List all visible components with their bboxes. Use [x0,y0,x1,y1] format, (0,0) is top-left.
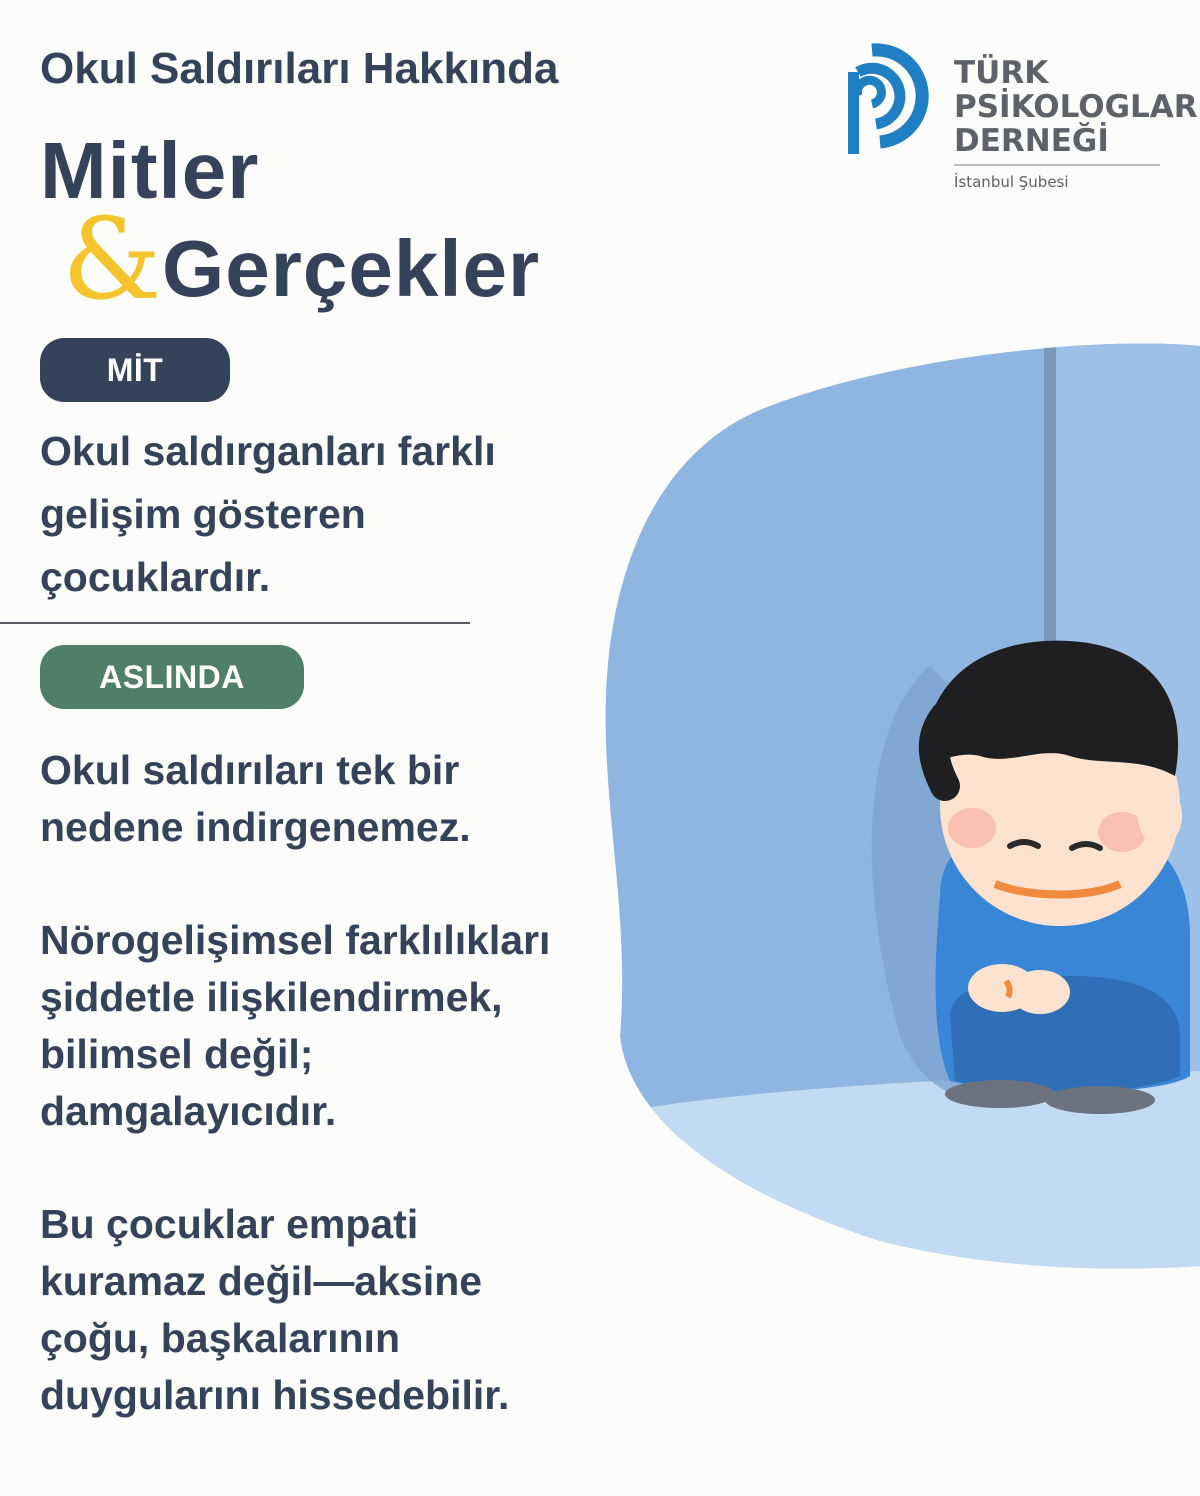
myth-text: Okul saldırganları farklı gelişim gösteren çocuklardır. [40,428,496,600]
fact-paragraph-3: Bu çocuklar empati kuramaz değil—aksine çoğu, başkalarının duygularını hissedebilir. [40,1201,510,1418]
logo-wordmark [954,56,1198,158]
logo-line-3: DERNEĞİ [954,123,1109,159]
logo-line-2: PSİKOLOGLAR [954,89,1198,125]
logo-line-1: TÜRK [954,55,1049,91]
fact-badge: ASLINDA [40,645,304,709]
header-kicker: Okul Saldırıları Hakkında [40,44,559,93]
fact-paragraph-2: Nörogelişimsel farklılıkları şiddetle ilişkilendirmek, bilimsel değil; damgalayıcıdır. [40,917,551,1134]
page-title-facts: Gerçekler [162,224,541,313]
ampersand-glyph: & [62,195,162,325]
section-divider [0,622,470,624]
page-title-myths: Mitler [40,126,260,215]
tpd-logo-icon [832,42,932,160]
logo-divider [954,164,1160,166]
myth-badge: MİT [40,338,230,402]
fact-paragraph-1: Okul saldırıları tek bir nedene indirgenemez. [40,747,471,850]
logo-subtitle: İstanbul Şubesi [954,173,1069,191]
sad-child-illustration [600,336,1200,1276]
